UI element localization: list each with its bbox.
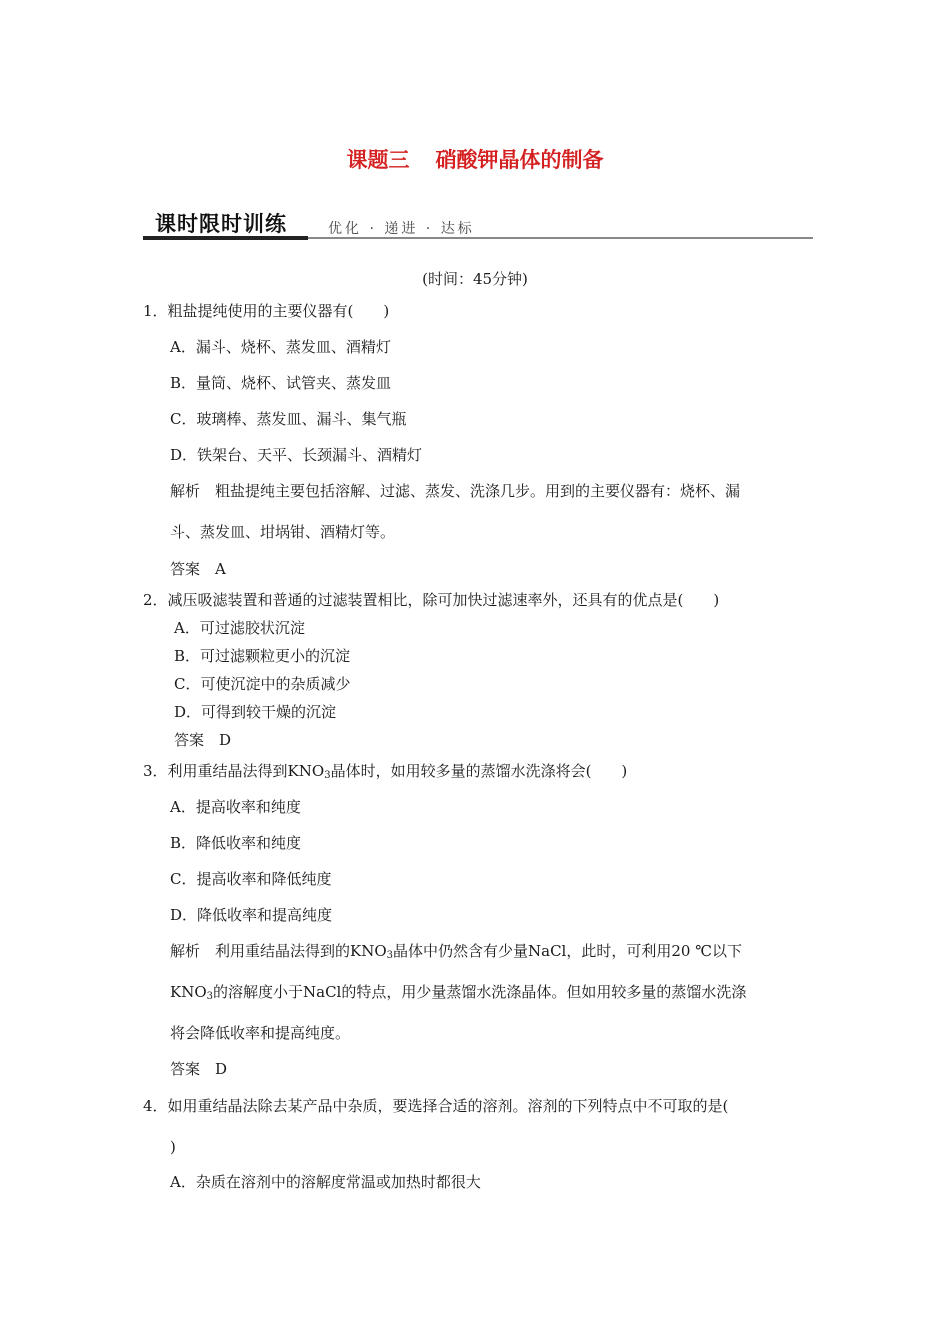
q1-analysis-line2: 斗、蒸发皿、坩埚钳、酒精灯等。 bbox=[170, 523, 396, 541]
q1-answer: 答案 A bbox=[170, 560, 226, 578]
q4-stem-line1: 4．如用重结晶法除去某产品中杂质，要选择合适的溶剂。溶剂的下列特点中不可取的是( bbox=[143, 1097, 729, 1115]
q3-option-a: A．提高收率和纯度 bbox=[170, 798, 301, 816]
q3-stem bbox=[143, 761, 627, 781]
q4-option-a: A．杂质在溶剂中的溶解度常温或加热时都很大 bbox=[170, 1173, 481, 1191]
section-banner-subtitle: 优化 · 递进 · 达标 bbox=[328, 221, 475, 237]
q2-option-a: A．可过滤胶状沉淀 bbox=[174, 619, 305, 637]
q3-stem-post: 晶体时，如用较多量的蒸馏水洗涤将会( ) bbox=[330, 762, 628, 780]
q1-option-a: A．漏斗、烧杯、蒸发皿、酒精灯 bbox=[170, 338, 391, 356]
q3-analysis-line1-post: 晶体中仍然含有少量NaCl，此时，可利用20 ℃以下 bbox=[393, 942, 742, 960]
q3-analysis-line2-subscript: 3 bbox=[206, 991, 214, 1002]
q2-stem: 2．减压吸滤装置和普通的过滤装置相比，除可加快过滤速率外，还具有的优点是( ) bbox=[143, 591, 720, 609]
title-lesson-number: 课题三 bbox=[346, 148, 410, 172]
q2-answer: 答案 D bbox=[174, 731, 232, 749]
q3-analysis-line2 bbox=[170, 982, 746, 1002]
q1-option-d: D．铁架台、天平、长颈漏斗、酒精灯 bbox=[170, 446, 423, 464]
q3-stem-pre: 3．利用重结晶法得到KNO bbox=[143, 762, 325, 780]
q3-analysis-line1-pre: 解析 利用重结晶法得到的KNO bbox=[170, 942, 387, 960]
q3-analysis-line2-pre: KNO bbox=[170, 983, 207, 1001]
title-lesson-name: 硝酸钾晶体的制备 bbox=[435, 148, 604, 172]
time-limit: (时间：45分钟) bbox=[422, 270, 528, 288]
q1-stem: 1．粗盐提纯使用的主要仪器有( ) bbox=[143, 302, 390, 320]
q3-stem-subscript: 3 bbox=[324, 770, 331, 781]
banner-thick-rule bbox=[143, 236, 308, 240]
q2-option-d: D．可得到较干燥的沉淀 bbox=[174, 703, 337, 721]
q3-analysis-line3: 将会降低收率和提高纯度。 bbox=[170, 1024, 351, 1042]
q2-option-c: C．可使沉淀中的杂质减少 bbox=[174, 675, 351, 693]
q3-option-c: C．提高收率和降低纯度 bbox=[170, 870, 332, 888]
q1-analysis-line1: 解析 粗盐提纯主要包括溶解、过滤、蒸发、洗涤几步。用到的主要仪器有：烧杯、漏 bbox=[170, 482, 741, 500]
q3-analysis-line1-subscript: 3 bbox=[386, 950, 394, 961]
banner-thin-rule bbox=[308, 237, 813, 239]
q3-analysis-line2-post: 的溶解度小于NaCl的特点，用少量蒸馏水洗涤晶体。但如用较多量的蒸馏水洗涤 bbox=[213, 983, 747, 1001]
q1-option-c: C．玻璃棒、蒸发皿、漏斗、集气瓶 bbox=[170, 410, 407, 428]
q1-option-b: B．量筒、烧杯、试管夹、蒸发皿 bbox=[170, 374, 392, 392]
q3-option-d: D．降低收率和提高纯度 bbox=[170, 906, 333, 924]
q3-option-b: B．降低收率和纯度 bbox=[170, 834, 302, 852]
page-title bbox=[0, 144, 950, 174]
q2-option-b: B．可过滤颗粒更小的沉淀 bbox=[174, 647, 351, 665]
q4-stem-line2: ) bbox=[170, 1138, 176, 1156]
q3-analysis-line1 bbox=[170, 941, 742, 961]
q3-answer: 答案 D bbox=[170, 1060, 228, 1078]
section-banner-title: 课时限时训练 bbox=[155, 212, 287, 236]
